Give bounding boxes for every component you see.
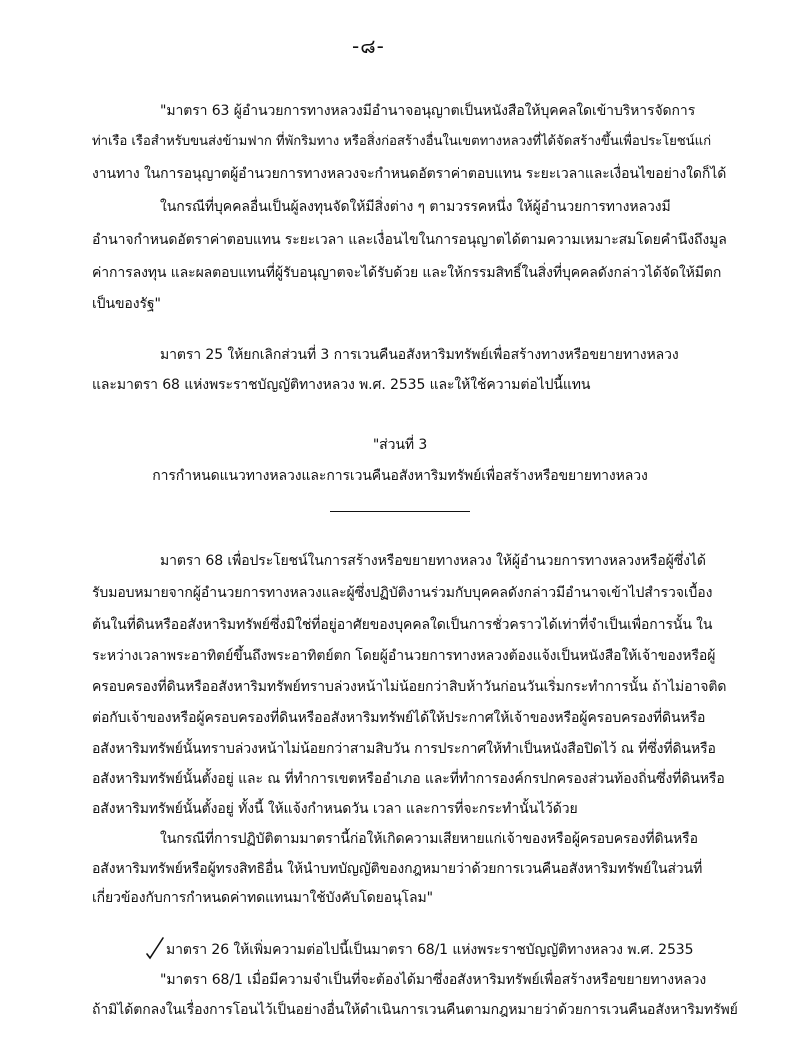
section-68-line: ต้นในที่ดินหรืออสังหาริมทรัพย์ซึ่งมิใช่ที่อยู่อาศัยของบุคคลใดเป็นการชั่วคราวได้เท่าที่จำเป็นเพื่อการนั้น ใน (92, 617, 713, 633)
checkmark-icon (146, 936, 164, 960)
section-63-line: ค่าการลงทุน และผลตอบแทนที่ผู้รับอนุญาตจะได้รับด้วย และให้กรรมสิทธิ์ในสิ่งที่บุคคลดังกล่าวได้จัดให้มีตก (92, 265, 722, 281)
section-68-line: ต่อกับเจ้าของหรือผู้ครอบครองที่ดินหรืออสังหาริมทรัพย์ได้ให้ประกาศให้เจ้าของหรือผู้ครอบครองที่ดินหรือ (92, 710, 706, 726)
section-68-line: มาตรา 68 เพื่อประโยชน์ในการสร้างหรือขยายทางหลวง ให้ผู้อำนวยการทางหลวงหรือผู้ซึ่งได้ (160, 553, 706, 569)
section-68-line: อสังหาริมทรัพย์นั้นตั้งอยู่ ทั้งนี้ ให้แจ้งกำหนดวัน เวลา และการที่จะกระทำนั้นไว้ด้วย (92, 801, 578, 817)
section-63-line: งานทาง ในการอนุญาตผู้อำนวยการทางหลวงจะกำหนดอัตราค่าตอบแทน ระยะเวลาและเงื่อนไขอย่างใดก็ได้ (92, 166, 727, 182)
part-subtitle: การกำหนดแนวทางหลวงและการเวนคืนอสังหาริมทรัพย์เพื่อสร้างหรือขยายทางหลวง (152, 468, 648, 484)
section-63-line: ท่าเรือ เรือสำหรับขนส่งข้ามฟาก ที่พักริมทาง หรือสิ่งก่อสร้างอื่นในเขตทางหลวงที่ได้จัดสร้างขึ้นเพื่อประโยชน์แก่ (92, 134, 711, 149)
part-title: "ส่วนที่ 3 (372, 437, 428, 453)
section-26-line: มาตรา 26 ให้เพิ่มความต่อไปนี้เป็นมาตรา 68/1 แห่งพระราชบัญญัติทางหลวง พ.ศ. 2535 (166, 942, 694, 958)
section-68-line: อสังหาริมทรัพย์หรือผู้ทรงสิทธิอื่น ให้นำบทบัญญัติของกฎหมายว่าด้วยการเวนคืนอสังหาริมทรัพย์ในส่วนที่ (92, 861, 703, 877)
section-68-line: ครอบครองที่ดินหรืออสังหาริมทรัพย์ทราบล่วงหน้าไม่น้อยกว่าสิบห้าวันก่อนวันเริ่มกระทำการนั้น ถ้าไม่อาจติด (92, 679, 727, 695)
section-26-line: ถ้ามิได้ตกลงในเรื่องการโอนไว้เป็นอย่างอื่นให้ดำเนินการเวนคืนตามกฎหมายว่าด้วยการเวนคืนอสังหาริมทรัพย์ (92, 1002, 738, 1018)
section-63-line: อำนาจกำหนดอัตราค่าตอบแทน ระยะเวลา และเงื่อนไขในการอนุญาตได้ตามความเหมาะสมโดยคำนึงถึงมูล (92, 232, 727, 248)
section-68-line: อสังหาริมทรัพย์นั้นตั้งอยู่ และ ณ ที่ทำการเขตหรืออำเภอ และที่ทำการองค์กรปกครองส่วนท้องถิ่นซึ่งที่ดินหรือ (92, 771, 725, 787)
section-68-line: ระหว่างเวลาพระอาทิตย์ขึ้นถึงพระอาทิตย์ตก โดยผู้อำนวยการทางหลวงต้องแจ้งเป็นหนังสือให้เจ้าของหรือผู้ (92, 648, 716, 664)
section-68-line: อสังหาริมทรัพย์นั้นทราบล่วงหน้าไม่น้อยกว่าสามสิบวัน การประกาศให้ทำเป็นหนังสือปิดไว้ ณ ที่ซึ่งที่ดินหรือ (92, 741, 716, 757)
section-68-line: ในกรณีที่การปฏิบัติตามมาตรานี้ก่อให้เกิดความเสียหายแก่เจ้าของหรือผู้ครอบครองที่ดินหรือ (160, 831, 698, 847)
section-25-line: และมาตรา 68 แห่งพระราชบัญญัติทางหลวง พ.ศ. 2535 และให้ใช้ความต่อไปนี้แทน (92, 377, 591, 393)
heading-divider (330, 511, 470, 512)
page-number: -๘- (352, 34, 385, 58)
section-63-line: ในกรณีที่บุคคลอื่นเป็นผู้ลงทุนจัดให้มีสิ่งต่าง ๆ ตามวรรคหนึ่ง ให้ผู้อำนวยการทางหลวงมี (160, 199, 671, 215)
section-25-line: มาตรา 25 ให้ยกเลิกส่วนที่ 3 การเวนคืนอสังหาริมทรัพย์เพื่อสร้างทางหรือขยายทางหลวง (160, 347, 679, 363)
section-68-line: เกี่ยวข้องกับการกำหนดค่าทดแทนมาใช้บังคับโดยอนุโลม" (92, 890, 433, 906)
section-63-line: "มาตรา 63 ผู้อำนวยการทางหลวงมีอำนาจอนุญาตเป็นหนังสือให้บุคคลใดเข้าบริหารจัดการ (160, 103, 696, 119)
section-68-line: รับมอบหมายจากผู้อำนวยการทางหลวงและผู้ซึ่งปฏิบัติงานร่วมกับบุคคลดังกล่าวมีอำนาจเข้าไปสำรวจเบื้อง (92, 585, 713, 601)
section-26-line: "มาตรา 68/1 เมื่อมีความจำเป็นที่จะต้องได้มาซึ่งอสังหาริมทรัพย์เพื่อสร้างหรือขยายทางหลวง (160, 972, 707, 988)
section-63-line: เป็นของรัฐ" (92, 296, 161, 312)
